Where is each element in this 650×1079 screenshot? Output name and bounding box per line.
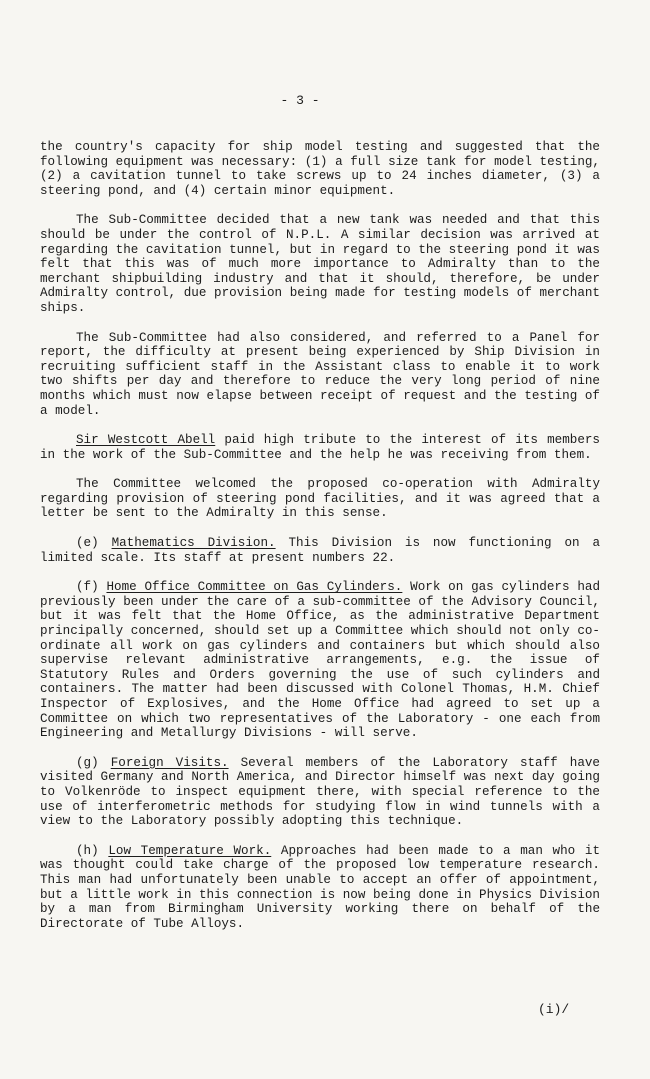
section-heading: Foreign Visits.: [110, 755, 229, 770]
section-heading: Home Office Committee on Gas Cylinders.: [106, 580, 403, 595]
catchword: (i)/: [538, 1002, 570, 1017]
paragraph-text: The Committee welcomed the proposed co-operation with Admiralty regarding provision of steering pond facilities, and it was agreed that a letter be sent to the Admiralty in this sense.: [40, 477, 600, 521]
section-label: (f): [76, 580, 107, 595]
section-f-gas-cylinders: [40, 580, 600, 741]
section-text: Work on gas cylinders had previously been under the care of a sub-committee of the Advisory Council, but it was felt that the Home Office, as the administrative Department principally concerned, should set up a Committee which should not only co-ordinate all work on gas cylinders and containers but which should also supervise relevant administrative arrangements, e.g. the issue of Statutory Rules and Orders governing the use of such cylinders and containers. The matter had been discussed with Colonel Thomas, H.M. Chief Inspector of Explosives, and the Home Office had agreed to set up a Committee on which two representatives of the Laboratory - one each from Engineering and Metallurgy Divisions - will serve.: [40, 580, 600, 741]
paragraph-heading: Sir Westcott Abell: [76, 433, 216, 448]
paragraph-new-tank-decision: [40, 213, 600, 315]
section-heading: Mathematics Division.: [111, 536, 276, 551]
section-g-foreign-visits: [40, 756, 600, 829]
paragraph-staff-recruitment: [40, 331, 600, 419]
section-label: (g): [76, 755, 111, 770]
section-text: This Division is now functioning on a limited scale. Its staff at present numbers 22.: [40, 536, 601, 565]
paragraph-text: paid high tribute to the interest of its members in the work of the Sub-Committee and the help he was receiving from them.: [40, 433, 600, 462]
paragraph-admiralty-cooperation: [40, 477, 600, 521]
page-number: - 3 -: [280, 93, 320, 108]
section-label: (e): [76, 536, 112, 551]
paragraph-text: The Sub-Committee had also considered, and referred to a Panel for report, the difficulty at present being experienced by Ship Division in recruiting sufficient staff in the Assistant class to enable it to work two shifts per day and therefore to reduce the very long period of nine months which must now elapse between receipt of request and the testing of a model.: [40, 330, 600, 418]
section-e-mathematics-division: [40, 536, 600, 565]
section-text: Several members of the Laboratory staff have visited Germany and North America, and Director himself was next day going to Volkenröde to inspect equipment there, with special reference to the use of interferometric methods for studying flow in wind tunnels with a view to the Laboratory possibly adopting this technique.: [40, 755, 600, 829]
document-body: [40, 140, 600, 946]
paragraph-ship-model-equipment: [40, 140, 600, 198]
section-h-low-temperature-work: [40, 844, 600, 932]
paragraph-text: The Sub-Committee decided that a new tank was needed and that this should be under the control of N.P.L. A similar decision was arrived at regarding the cavitation tunnel, but in regard to the steering pond it was felt that this was of much more importance to Admiralty than to the merchant shipbuilding industry and that it should, therefore, be under Admiralty control, due provision being made for testing models of merchant ships.: [40, 213, 600, 315]
paragraph-text: the country's capacity for ship model testing and suggested that the following equipment was necessary: (1) a full size tank for model testing, (2) a cavitation tunnel to take screws up to 24 inches diameter, (3) a steering pond, and (4) certain minor equipment.: [40, 140, 600, 198]
section-text: Approaches had been made to a man who it was thought could take charge of the proposed low temperature research. This man had unfortunately been unable to accept an offer of appointment, but a little work in this connection is now being done in Physics Division by a man from Birmingham University working there on behalf of the Directorate of Tube Alloys.: [40, 843, 600, 931]
section-heading: Low Temperature Work.: [108, 843, 272, 858]
paragraph-westcott-abell: [40, 433, 600, 462]
section-label: (h): [76, 843, 109, 858]
